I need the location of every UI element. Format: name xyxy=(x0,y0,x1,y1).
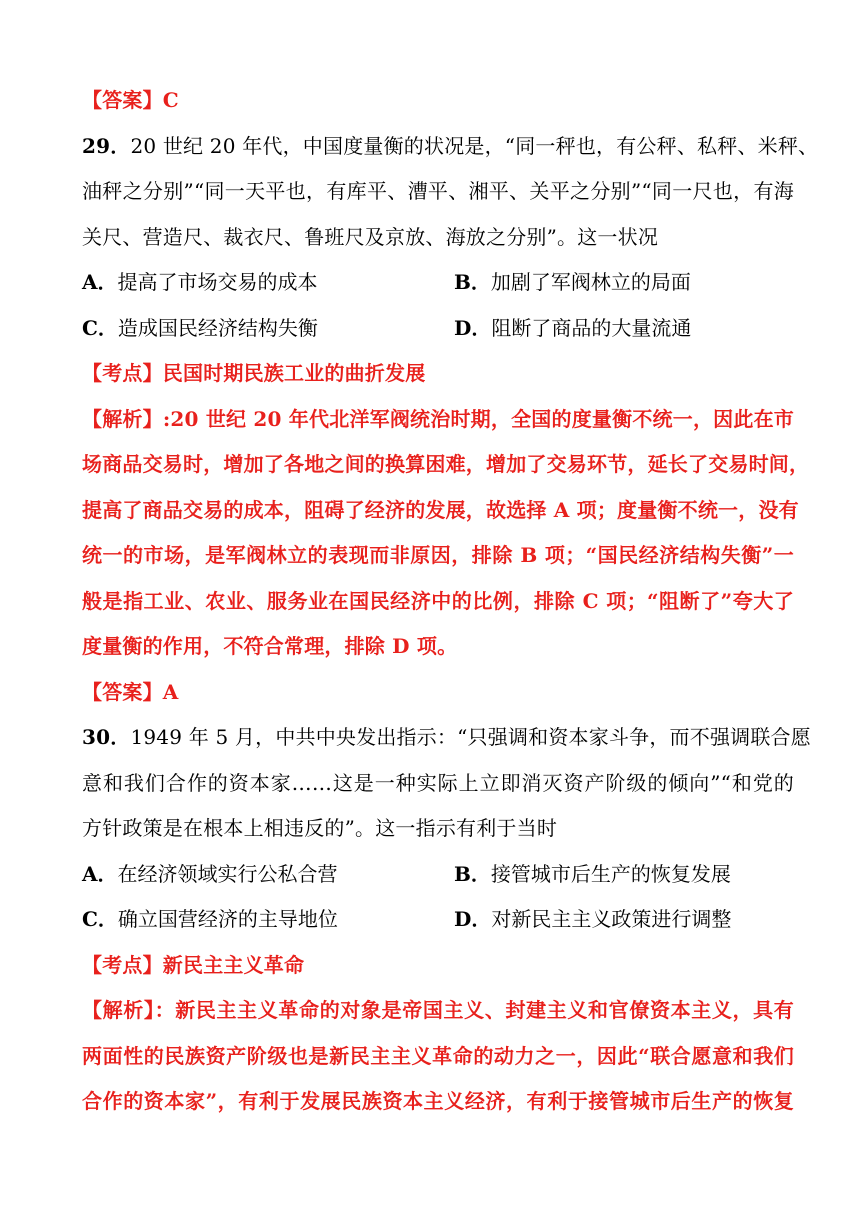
option-letter: D． xyxy=(454,315,492,340)
option-text: 造成国民经济结构失衡 xyxy=(117,315,318,340)
option-letter: A． xyxy=(82,270,118,294)
document-page xyxy=(82,78,819,1125)
question-30-line-1 xyxy=(82,715,811,761)
answer-label-28: 【答案】C xyxy=(82,88,179,112)
question-30-kaodian: 【考点】新民主主义革命 xyxy=(82,952,305,977)
question-29-number: 29． xyxy=(82,133,131,158)
question-29-option-d xyxy=(454,306,691,352)
question-30-line-3: 方针政策是在根本上相违反的”。这一指示有利于当时 xyxy=(82,816,558,840)
question-29-option-b xyxy=(454,260,691,306)
option-letter: C． xyxy=(82,315,118,340)
question-29-option-c xyxy=(82,306,454,352)
question-30-option-b xyxy=(454,852,731,898)
question-29-jiexi-5: 般是指工业、农业、服务业在国民经济中的比例，排除 C 项；“阻断了”夸大了 xyxy=(82,588,794,613)
answer-label-29: 【答案】A xyxy=(82,679,179,704)
option-text: 提高了市场交易的成本 xyxy=(117,270,318,294)
question-30-line-2: 意和我们合作的资本家……这是一种实际上立即消灭资产阶级的倾向”“和党的 xyxy=(82,770,794,795)
option-text: 加剧了军阀林立的局面 xyxy=(490,270,691,294)
option-letter: C． xyxy=(82,907,118,931)
question-30-number: 30． xyxy=(82,725,131,749)
question-30-jiexi-3: 合作的资本家”，有利于发展民族资本主义经济，有利于接管城市后生产的恢复 xyxy=(82,1089,794,1113)
question-29-options-row-1 xyxy=(82,260,794,306)
question-29-line-3: 关尺、营造尺、裁衣尺、鲁班尺及京放、海放之分别”。这一状况 xyxy=(82,224,659,249)
question-30-jiexi-2: 两面性的民族资产阶级也是新民主主义革命的动力之一，因此“联合愿意和我们 xyxy=(82,1043,794,1068)
option-text: 接管城市后生产的恢复发展 xyxy=(490,861,731,886)
question-29-kaodian: 【考点】民国时期民族工业的曲折发展 xyxy=(82,361,426,385)
question-29-jiexi-1: 【解析】:20 世纪 20 年代北洋军阀统治时期，全国的度量衡不统一，因此在市 xyxy=(82,406,794,431)
option-letter: B． xyxy=(454,270,491,294)
question-29-jiexi-2: 场商品交易时，增加了各地之间的换算困难，增加了交易环节，延长了交易时间， xyxy=(82,452,810,476)
question-29-jiexi-3: 提高了商品交易的成本，阻碍了经济的发展，故选择 A 项；度量衡不统一，没有 xyxy=(82,497,799,522)
question-30-options-row-2 xyxy=(82,897,794,943)
question-30-text-1: 1949 年 5 月，中共中央发出指示：“只强调和资本家斗争，而不强调联合愿 xyxy=(130,725,811,749)
question-29-jiexi-6: 度量衡的作用，不符合常理，排除 D 项。 xyxy=(82,634,458,658)
option-text: 在经济领域实行公私合营 xyxy=(117,861,338,886)
question-29-jiexi-4: 统一的市场，是军阀林立的表现而非原因，排除 B 项；“国民经济结构失衡”一 xyxy=(82,543,794,567)
question-29-text-1: 20 世纪 20 年代，中国度量衡的状况是，“同一秤也，有公秤、私秤、米秤、 xyxy=(130,133,819,158)
question-29-options-row-2 xyxy=(82,306,794,352)
question-30-option-d xyxy=(454,897,731,943)
question-30-jiexi-1: 【解析】：新民主主义革命的对象是帝国主义、封建主义和官僚资本主义，具有 xyxy=(82,998,794,1022)
question-29-line-2: 油秤之分别”“同一天平也，有库平、漕平、湘平、关平之分别”“同一尺也，有海 xyxy=(82,179,794,203)
option-text: 确立国营经济的主导地位 xyxy=(117,907,338,931)
question-30-option-a xyxy=(82,852,454,898)
option-letter: D． xyxy=(454,907,492,931)
question-29-option-a xyxy=(82,260,454,306)
option-letter: A． xyxy=(82,861,118,886)
question-30-options-row-1 xyxy=(82,852,794,898)
option-text: 对新民主主义政策进行调整 xyxy=(491,907,732,931)
question-29-line-1 xyxy=(82,124,819,170)
option-letter: B． xyxy=(454,861,491,886)
question-30-option-c xyxy=(82,897,454,943)
option-text: 阻断了商品的大量流通 xyxy=(491,315,692,340)
